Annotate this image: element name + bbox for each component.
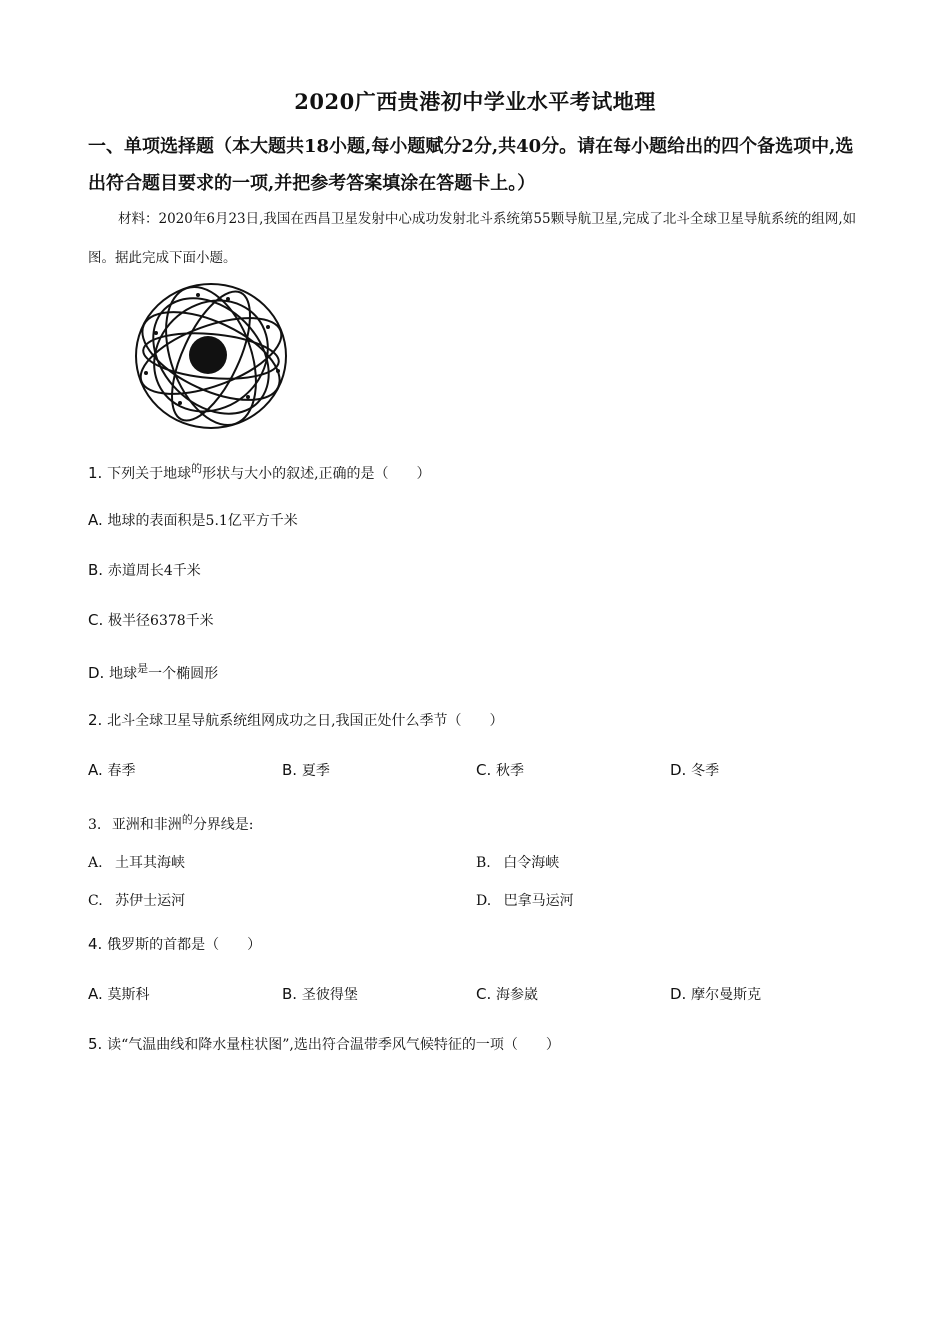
option-text: 摩尔曼斯克 [691,987,762,1003]
option-text: 极半径6378千米 [108,613,214,629]
option-text: 地球的表面积是5.1亿平方千米 [107,513,298,529]
option-2d [670,760,719,780]
option-text: 春季 [107,763,136,779]
option-text: 冬季 [691,763,720,779]
option-key: A. [88,761,103,779]
question-number: 2. [88,711,103,729]
option-text-rest: 一个椭圆形 [148,666,219,682]
section-heading: 一、单项选择题（本大题共18小题,每小题赋分2分,共40分。请在每小题给出的四个备选项中,选出符合题目要求的一项,并把参考答案填涂在答题卡上。） [88,136,854,194]
option-4c [476,984,538,1004]
option-3d [476,890,574,910]
option-2b [282,760,330,780]
option-3a [88,852,185,872]
option-key: D. [670,761,687,779]
option-key: C. [88,893,103,909]
option-key: A. [88,985,103,1003]
question-stem: 下列关于地球 [107,466,192,482]
option-text: 圣彼得堡 [301,987,358,1003]
question-number: 5. [88,1035,103,1053]
question-stem: 北斗全球卫星导航系统组网成功之日,我国正处什么季节（ ） [107,713,504,729]
question-5 [88,1034,560,1054]
option-key: C. [88,611,104,629]
question-4 [88,934,261,954]
option-text: 苏伊士运河 [115,893,186,909]
option-key: B. [282,761,298,779]
option-key: D. [88,664,105,682]
question-stem-rest: 分界线是: [192,817,254,833]
option-key: C. [476,761,492,779]
option-text: 海参崴 [496,987,539,1003]
satellite-orbit-globe-icon [128,275,294,437]
option-2a [88,760,136,780]
satellite-orbit-figure [128,275,294,437]
question-stem: 读“气温曲线和降水量柱状图”,选出符合温带季风气候特征的一项（ ） [107,1037,560,1053]
option-key: D. [476,893,492,909]
option-1c [88,610,214,630]
option-text: 夏季 [301,763,330,779]
question-2 [88,710,504,730]
option-key: C. [476,985,492,1003]
question-3 [88,811,254,834]
option-text: 秋季 [496,763,525,779]
option-4b [282,984,358,1004]
option-key: B. [88,561,104,579]
option-4d [670,984,761,1004]
option-3b [476,852,559,872]
option-key: A. [88,511,103,529]
option-3c [88,890,185,910]
question-number: 4. [88,935,103,953]
question-number: 3. [88,817,102,833]
question-number: 1. [88,464,103,482]
option-key: D. [670,985,687,1003]
option-text: 赤道周长4千米 [107,563,201,579]
material-paragraph: 材料：2020年6月23日,我国在西昌卫星发射中心成功发射北斗系统第55颗导航卫星,完成了北斗全球卫星导航系统的组网,如图。据此完成下面小题。 [88,211,857,266]
option-2c [476,760,524,780]
option-4a [88,984,150,1004]
option-key: B. [476,855,491,871]
option-key: A. [88,855,103,871]
option-text: 巴拿马运河 [503,893,574,909]
option-text: 白令海峡 [503,855,560,871]
question-stem: 俄罗斯的首都是（ ） [107,937,262,953]
option-text: 地球 [109,666,138,682]
option-1b [88,560,201,580]
option-text: 土耳其海峡 [115,855,186,871]
question-stem-sup: 的 [181,813,193,826]
question-stem-sup: 的 [191,462,203,475]
question-stem-rest: 形状与大小的叙述,正确的是（ ） [202,466,431,482]
option-text: 莫斯科 [107,987,150,1003]
option-1d [88,660,218,683]
option-key: B. [282,985,298,1003]
page-title: 2020广西贵港初中学业水平考试地理 [294,89,656,114]
option-1a [88,510,298,530]
question-stem: 亚洲和非洲 [111,817,182,833]
question-1 [88,460,431,483]
option-text-sup: 是 [137,662,149,675]
